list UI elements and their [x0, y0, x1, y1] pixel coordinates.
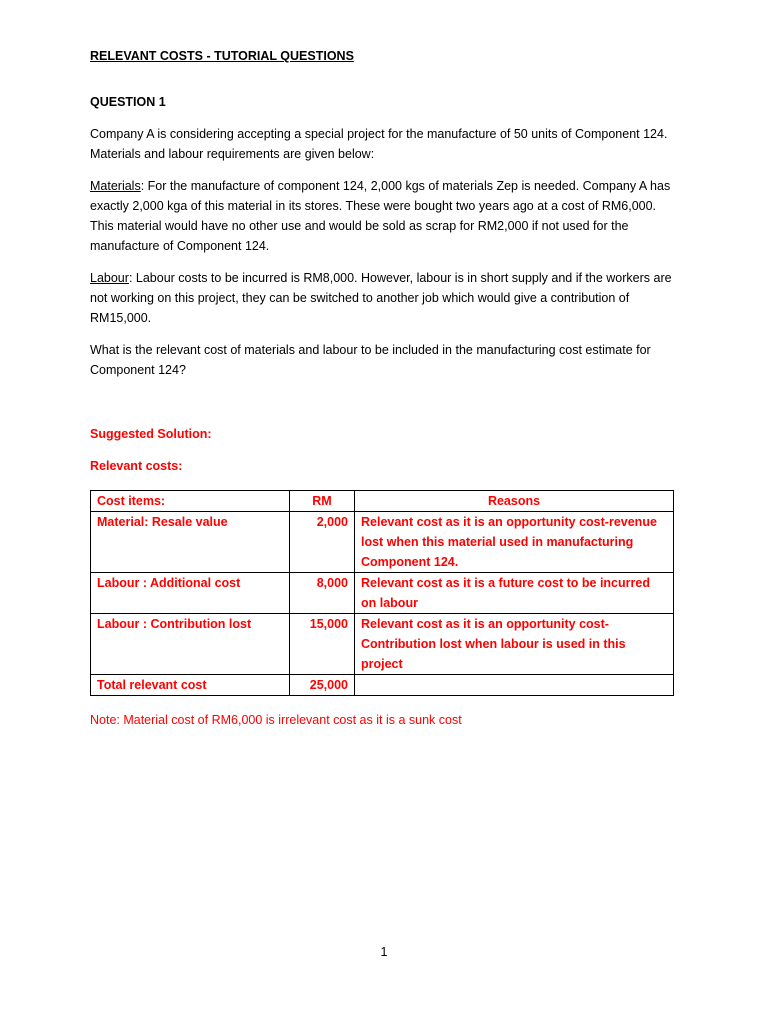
header-cost-items: Cost items: — [91, 491, 290, 512]
cell-reason: Relevant cost as it is a future cost to be incurred on labour — [355, 573, 674, 614]
table-row — [91, 573, 674, 614]
document-page — [90, 46, 680, 730]
cell-total-label: Total relevant cost — [91, 675, 290, 696]
cell-total-reason — [355, 675, 674, 696]
intro-paragraph: Company A is considering accepting a special project for the manufacture of 50 units of Component 124. Materials and labour requirements are given below: — [90, 127, 668, 161]
labour-paragraph — [90, 268, 680, 328]
question-paragraph: What is the relevant cost of materials and labour to be included in the manufacturing cost estimate for Component 124? — [90, 343, 651, 377]
materials-text: : For the manufacture of component 124, 2,000 kgs of materials Zep is needed. Company A has exactly 2,000 kga of this material in its stores. These were bought two years ago at a cost of RM6,000. This material would have no other use and would be sold as scrap for RM2,000 if not used for the manufacture of Component 124. — [90, 179, 671, 253]
cell-rm: 8,000 — [290, 573, 355, 614]
table-header-row — [91, 491, 674, 512]
materials-label: Materials — [90, 179, 141, 193]
materials-paragraph — [90, 176, 680, 256]
cell-item: Material: Resale value — [91, 512, 290, 573]
cell-rm: 15,000 — [290, 614, 355, 675]
header-reasons: Reasons — [355, 491, 674, 512]
labour-text: : Labour costs to be incurred is RM8,000. However, labour is in short supply and if the workers are not working on this project, they can be switched to another job which would give a contribution of RM15,000. — [90, 271, 672, 325]
cell-rm: 2,000 — [290, 512, 355, 573]
cell-reason: Relevant cost as it is an opportunity cost-revenue lost when this material used in manufacturing Component 124. — [355, 512, 674, 573]
cell-total-rm: 25,000 — [290, 675, 355, 696]
labour-label: Labour — [90, 271, 129, 285]
sunk-cost-note: Note: Material cost of RM6,000 is irrelevant cost as it is a sunk cost — [90, 713, 462, 727]
solution-heading: Suggested Solution: — [90, 427, 212, 441]
question-heading: QUESTION 1 — [90, 95, 166, 109]
table-row — [91, 512, 674, 573]
cell-item: Labour : Contribution lost — [91, 614, 290, 675]
relevant-costs-table — [90, 490, 674, 696]
header-rm: RM — [290, 491, 355, 512]
table-row — [91, 614, 674, 675]
table-total-row — [91, 675, 674, 696]
cell-reason: Relevant cost as it is an opportunity cost-Contribution lost when labour is used in this project — [355, 614, 674, 675]
page-number: 1 — [380, 945, 388, 959]
document-title: RELEVANT COSTS - TUTORIAL QUESTIONS — [90, 49, 354, 63]
relevant-costs-heading: Relevant costs: — [90, 459, 183, 473]
cell-item: Labour : Additional cost — [91, 573, 290, 614]
